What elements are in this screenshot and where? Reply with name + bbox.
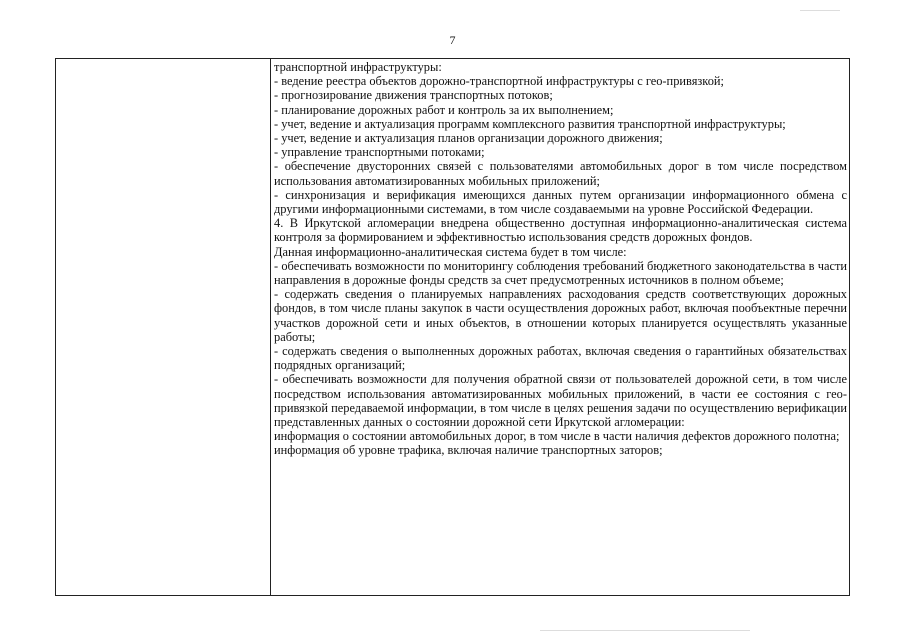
list-item: - содержать сведения о планируемых направлениях расходования средств соответствующих дорожных фондов, в том числе планы закупок в части осуществления дорожных работ, включая пообъектные перечни участков дорожной сети и иных объектов, в отношении которых планируется осуществлять указанные работы; bbox=[274, 287, 847, 344]
page-number: 7 bbox=[449, 33, 456, 47]
list-item: - учет, ведение и актуализация планов организации дорожного движения; bbox=[274, 131, 663, 146]
table-right-cell bbox=[274, 60, 847, 595]
table-left-cell bbox=[56, 59, 271, 595]
paragraph: 4. В Иркутской агломерации внедрена общественно доступная информационно-аналитическая система контроля за формированием и эффективностью использования средств дорожных фондов. bbox=[274, 216, 847, 245]
scan-artifact bbox=[800, 10, 840, 11]
list-item: - планирование дорожных работ и контроль за их выполнением; bbox=[274, 102, 614, 117]
list-item: - ведение реестра объектов дорожно-транспортной инфраструктуры с гео-привязкой; bbox=[274, 74, 724, 89]
list-item: - учет, ведение и актуализация программ комплексного развития транспортной инфраструктуры; bbox=[274, 116, 786, 131]
list-item: - обеспечение двусторонних связей с пользователями автомобильных дорог в том числе посредством использования автоматизированных мобильных приложений; bbox=[274, 159, 847, 188]
paragraph: транспортной инфраструктуры: bbox=[274, 60, 442, 74]
list-item: - обеспечивать возможности для получения обратной связи от пользователей дорожной сети, в том числе посредством использования автоматизированных мобильных приложений, в части ее состояния с гео-привязкой передаваемой информации, в том числе в целях решения задачи по осуществлению верификации представленных данных о состоянии дорожной сети Иркутской агломерации: bbox=[274, 372, 847, 430]
paragraph: информация об уровне трафика, включая наличие транспортных заторов; bbox=[274, 443, 663, 458]
list-item: - прогнозирование движения транспортных потоков; bbox=[274, 88, 553, 103]
list-item: - обеспечивать возможности по мониторингу соблюдения требований бюджетного законодательства в части направления в дорожные фонды средств за счет предусмотренных источников в полном объеме; bbox=[274, 258, 847, 288]
document-table bbox=[55, 58, 850, 596]
list-item: - синхронизация и верификация имеющихся данных путем организации информационного обмена с другими информационными системами, в том числе создаваемыми на уровне Российской Федерации. bbox=[274, 187, 847, 217]
list-item: - управление транспортными потоками; bbox=[274, 145, 485, 160]
list-item: - содержать сведения о выполненных дорожных работах, включая сведения о гарантийных обязательствах подрядных организаций; bbox=[274, 344, 847, 373]
paragraph: Данная информационно-аналитическая система будет в том числе: bbox=[274, 244, 627, 259]
scan-artifact bbox=[540, 630, 750, 631]
paragraph: информация о состоянии автомобильных дорог, в том числе в части наличия дефектов дорожного полотна; bbox=[274, 429, 840, 444]
